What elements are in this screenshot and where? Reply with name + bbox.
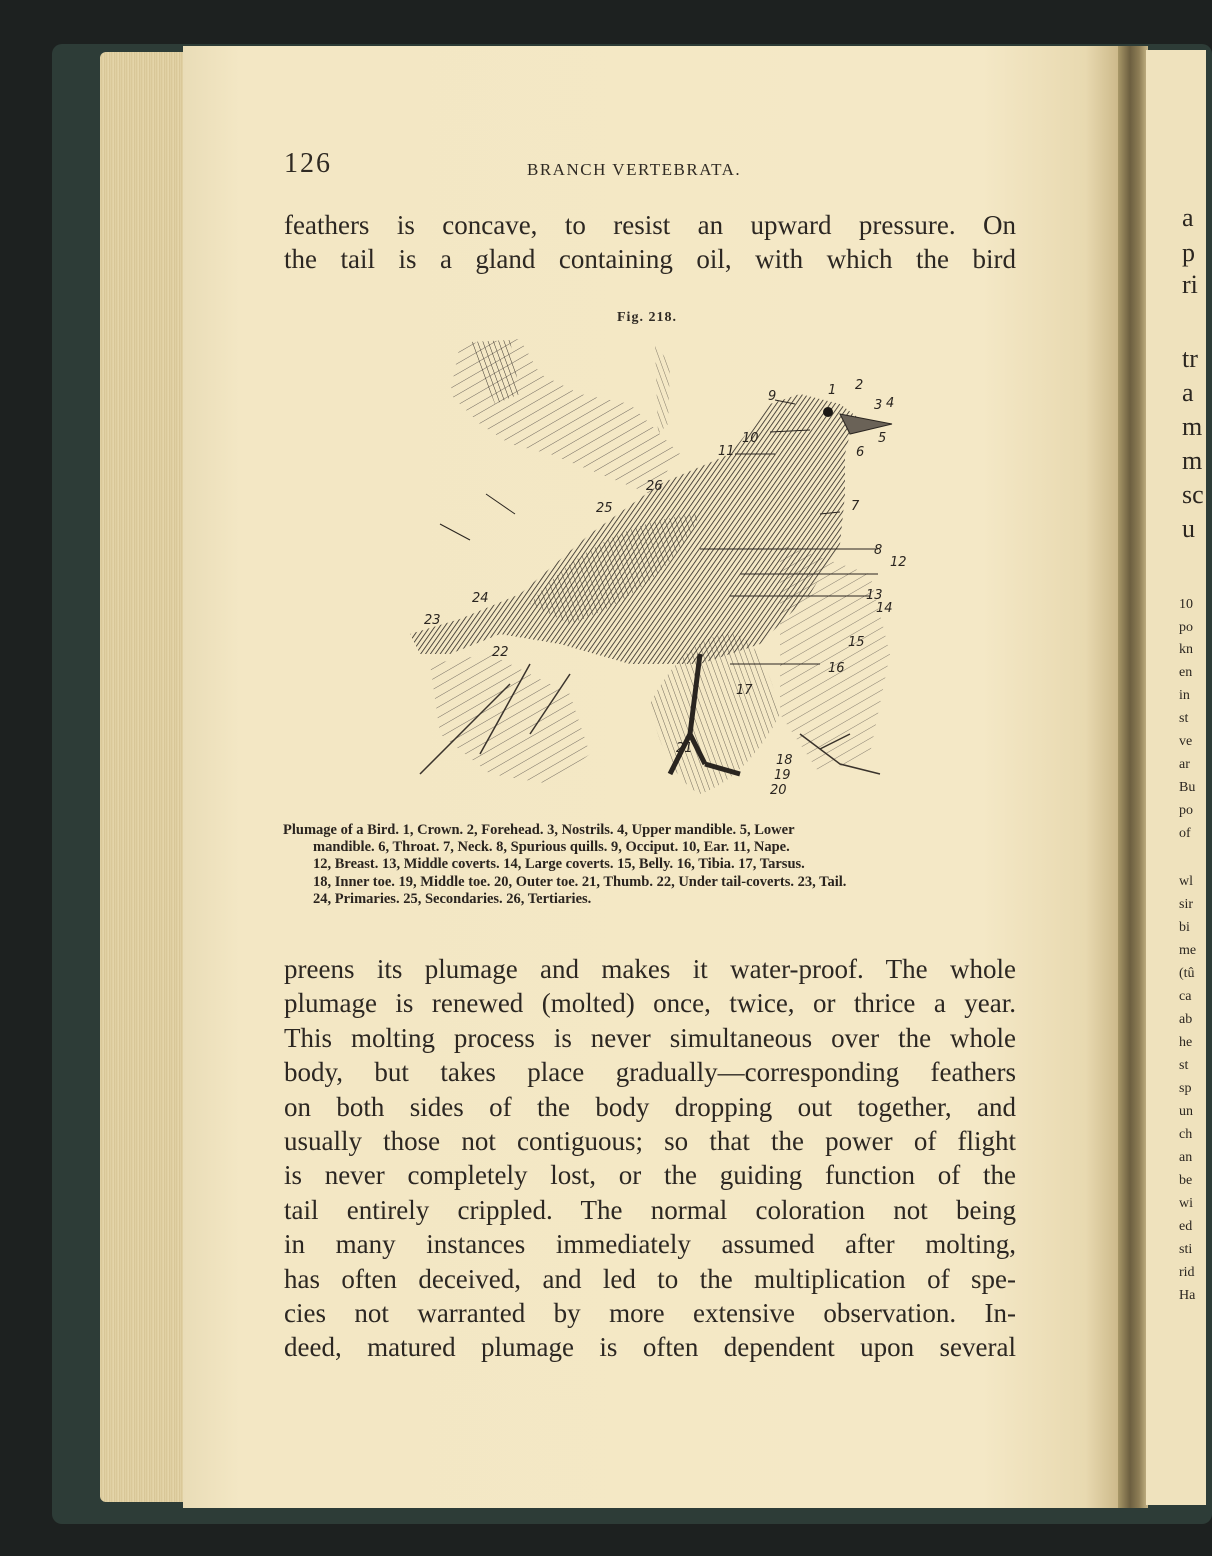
book-gutter [1118, 46, 1148, 1508]
right-page-text: in [1179, 688, 1190, 703]
callout-number: 7 [851, 499, 860, 514]
right-page-text: a [1182, 203, 1194, 232]
right-page-text: m [1182, 446, 1203, 475]
callout-number: 24 [472, 591, 489, 606]
callout-number: 19 [774, 768, 791, 783]
callout-number: 26 [646, 479, 663, 494]
callout-number: 25 [596, 501, 613, 516]
text-line: has often deceived, and led to the multiplication of spe- [284, 1263, 1016, 1294]
right-page-text: sti [1179, 1242, 1193, 1257]
right-page-text: me [1179, 943, 1197, 958]
figure-label: Fig. 218. [617, 310, 677, 325]
callout-number: 8 [874, 543, 883, 558]
callout-number: 6 [856, 445, 865, 460]
right-page-text: an [1179, 1150, 1193, 1165]
right-page-text: p [1182, 238, 1195, 267]
right-page-text: ch [1179, 1127, 1193, 1142]
text-line: tail entirely crippled. The normal coloration not being [284, 1194, 1016, 1225]
right-page-text: he [1179, 1035, 1193, 1050]
text-line: feathers is concave, to resist an upward pressure. On [284, 210, 1016, 240]
right-page-text: un [1179, 1104, 1193, 1119]
text-line: usually those not contiguous; so that the power of flight [284, 1126, 1016, 1157]
right-page-fragment [1146, 50, 1206, 1505]
right-page-text: Ha [1179, 1288, 1196, 1303]
page-number: 126 [284, 148, 332, 179]
callout-number: 4 [886, 396, 895, 411]
right-page-text: ve [1179, 734, 1193, 749]
right-page-text: ab [1179, 1012, 1193, 1027]
right-page-text: (tû [1179, 966, 1195, 981]
right-page-text: st [1179, 711, 1189, 726]
right-page-text: bi [1179, 920, 1190, 935]
body-text-bottom [284, 952, 1016, 1365]
right-page-text: po [1179, 803, 1193, 818]
right-page-text: tr [1182, 344, 1198, 373]
text-line: in many instances immediately assumed after molting, [284, 1229, 1016, 1260]
caption-line: mandible. 6, Throat. 7, Neck. 8, Spurious quills. 9, Occiput. 10, Ear. 11, Nape. [313, 839, 790, 856]
callout-number: 5 [878, 431, 887, 446]
right-page-text: be [1179, 1173, 1193, 1188]
text-line: This molting process is never simultaneous over the whole [284, 1022, 1016, 1053]
right-page-text: 10 [1179, 597, 1193, 612]
callout-number: 10 [742, 431, 759, 446]
callout-number: 20 [770, 783, 787, 798]
right-page-text: m [1182, 412, 1203, 441]
body-text-top [284, 208, 1016, 277]
caption-line: 12, Breast. 13, Middle coverts. 14, Large coverts. 15, Belly. 16, Tibia. 17, Tarsus. [313, 856, 805, 873]
caption-line: 18, Inner toe. 19, Middle toe. 20, Outer toe. 21, Thumb. 22, Under tail-coverts. 23, Tail. [313, 873, 847, 890]
right-page-text: sc [1182, 480, 1204, 509]
callout-number: 22 [492, 645, 509, 660]
running-head: BRANCH VERTEBRATA. [527, 160, 742, 179]
text-line: is never completely lost, or the guiding function of the [284, 1160, 1016, 1191]
right-page-text: ca [1179, 989, 1192, 1004]
callout-number: 16 [828, 661, 845, 676]
caption-line: 24, Primaries. 25, Secondaries. 26, Tertiaries. [313, 890, 592, 907]
right-page-text: of [1179, 826, 1191, 841]
right-page-text: wi [1179, 1196, 1193, 1211]
right-page-text: ed [1179, 1219, 1193, 1234]
text-line: the tail is a gland containing oil, with which the bird [284, 244, 1016, 275]
callout-number: 9 [768, 389, 777, 404]
callout-number: 21 [676, 741, 693, 756]
right-page-text: st [1179, 1058, 1189, 1073]
callout-number: 11 [718, 444, 735, 459]
callout-number: 14 [876, 601, 893, 616]
text-line: cies not warranted by more extensive observation. In- [284, 1298, 1016, 1329]
right-page-text: a [1182, 378, 1194, 407]
right-page-text: u [1182, 514, 1195, 543]
right-page-text: sp [1179, 1081, 1192, 1096]
callout-number: 2 [855, 378, 864, 393]
right-page-text: ar [1179, 757, 1190, 772]
callout-number: 15 [848, 635, 865, 650]
callout-number: 12 [890, 555, 907, 570]
callout-number: 1 [828, 383, 837, 398]
text-line: on both sides of the body dropping out together, and [284, 1091, 1016, 1122]
right-page-text: ri [1182, 270, 1198, 299]
right-page-text: sir [1179, 897, 1193, 912]
right-page-text: wl [1179, 874, 1193, 889]
callout-number: 17 [736, 683, 753, 698]
right-page-text: kn [1179, 642, 1193, 657]
right-page-text: po [1179, 620, 1193, 635]
caption-line: Plumage of a Bird. 1, Crown. 2, Forehead. 3, Nostrils. 4, Upper mandible. 5, Lower [283, 822, 795, 838]
callout-number: 13 [866, 588, 883, 603]
text-line: body, but takes place gradually—corresponding feathers [284, 1057, 1016, 1088]
text-line: deed, matured plumage is often dependent upon several [284, 1332, 1016, 1363]
callout-number: 23 [424, 613, 441, 628]
right-page-text: en [1179, 665, 1193, 680]
right-page-text: rid [1179, 1265, 1195, 1280]
text-line: plumage is renewed (molted) once, twice, or thrice a year. [284, 988, 1016, 1019]
bird-engraving [400, 334, 907, 806]
page-edges [100, 52, 190, 1502]
text-line: preens its plumage and makes it water-proof. The whole [284, 954, 1016, 984]
callout-number: 3 [874, 398, 883, 413]
figure-caption [283, 822, 1018, 908]
callout-number: 18 [776, 753, 793, 768]
right-page-text: Bu [1179, 780, 1196, 795]
